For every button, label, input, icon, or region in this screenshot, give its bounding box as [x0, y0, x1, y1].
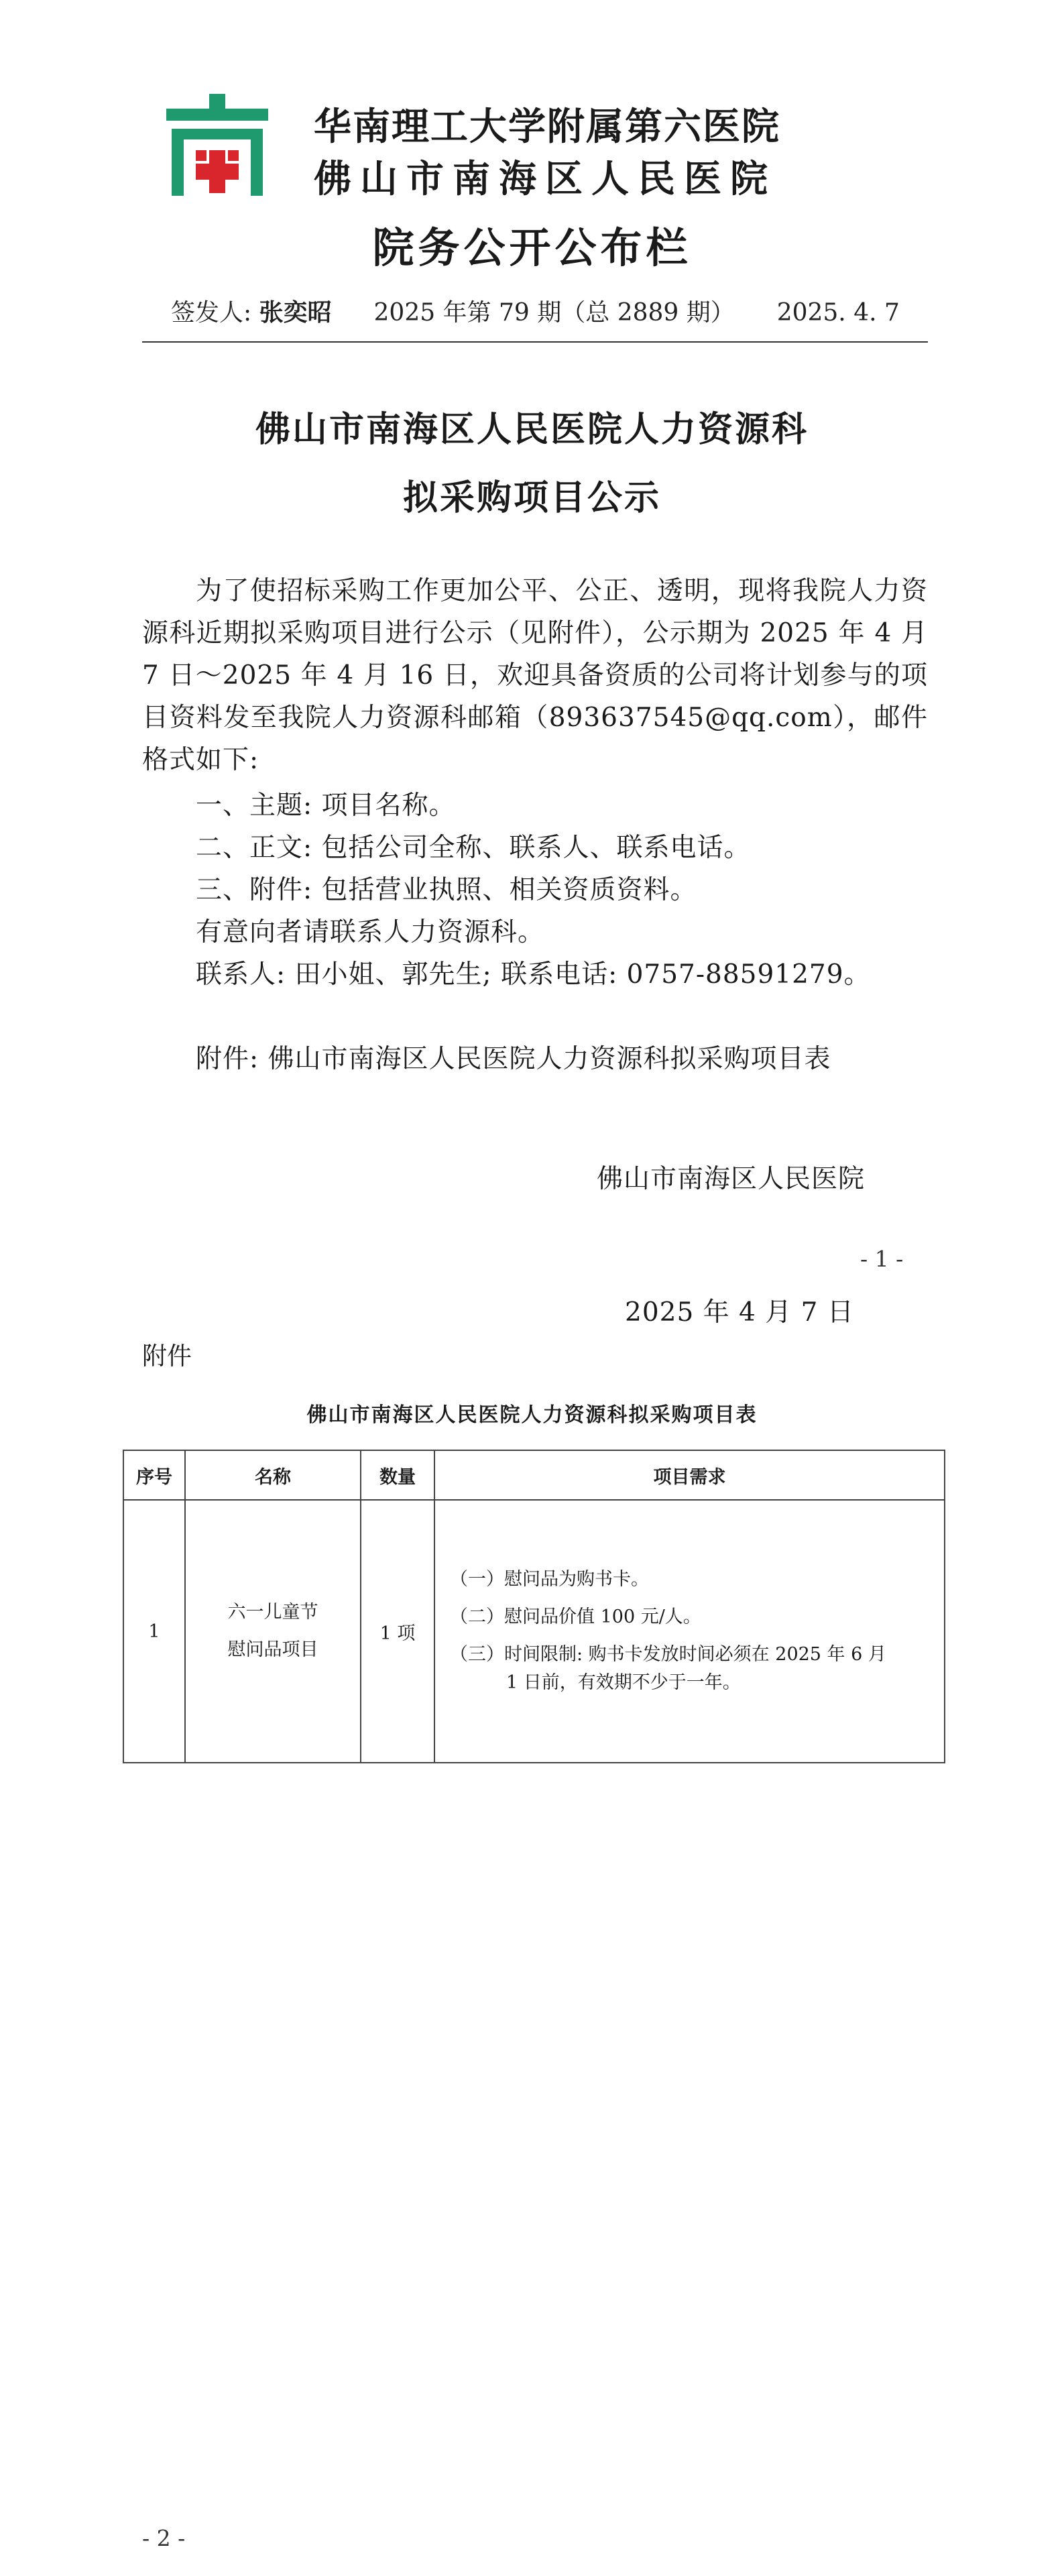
hospital-logo	[166, 94, 268, 196]
requirement-item-continuation: 1 日前，有效期不少于一年。	[506, 1672, 741, 1693]
header-name: 名称	[185, 1450, 361, 1500]
row-name	[185, 1500, 361, 1763]
row-requirements	[434, 1500, 945, 1763]
page-number-2: - 2 -	[142, 2525, 186, 2551]
page-number: - 1 -	[860, 1246, 904, 1272]
requirement-item: （二）慰问品价值 100 元/人。	[450, 1606, 701, 1627]
requirement-item: （三）时间限制: 购书卡发放时间必须在 2025 年 6 月	[450, 1644, 886, 1665]
document-date: 2025 年 4 月 7 日	[625, 1297, 854, 1328]
header-divider	[142, 341, 928, 343]
issue-number: 2025 年第 79 期（总 2889 期）	[373, 299, 735, 327]
document-title-line1: 佛山市南海区人民医院人力资源科	[255, 409, 809, 450]
row-quantity: 1 项	[361, 1500, 434, 1763]
signer-label: 签发人:	[171, 299, 252, 327]
issue-date: 2025. 4. 7	[776, 299, 900, 327]
attachment-reference: 附件: 佛山市南海区人民医院人力资源科拟采购项目表	[196, 1044, 831, 1074]
row-name-line2: 慰问品项目	[227, 1639, 318, 1660]
row-index: 1	[123, 1500, 185, 1763]
table-row	[123, 1500, 945, 1763]
attachment-label: 附件	[142, 1342, 192, 1370]
format-item-attachment: 三、附件: 包括营业执照、相关资质资料。	[196, 875, 697, 905]
contact-note: 有意向者请联系人力资源科。	[196, 917, 545, 947]
procurement-table	[123, 1450, 945, 1763]
issue-meta-line	[171, 294, 900, 328]
table-title: 佛山市南海区人民医院人力资源科拟采购项目表	[306, 1403, 758, 1427]
hospital-name-line2: 佛山市南海区人民医院	[314, 158, 776, 201]
document-title-line2: 拟采购项目公示	[402, 477, 661, 518]
table-header-row	[123, 1450, 945, 1500]
header-quantity: 数量	[361, 1450, 434, 1500]
format-item-subject: 一、主题: 项目名称。	[196, 791, 456, 821]
contact-info: 联系人: 田小姐、郭先生; 联系电话: 0757-88591279。	[196, 959, 871, 990]
hospital-name-line1: 华南理工大学附属第六医院	[314, 105, 780, 149]
requirement-item: （一）慰问品为购书卡。	[450, 1569, 649, 1590]
signer-name: 张奕昭	[259, 298, 332, 327]
row-name-line1: 六一儿童节	[227, 1602, 318, 1623]
header-requirements: 项目需求	[434, 1450, 945, 1500]
header-index: 序号	[123, 1450, 185, 1500]
intro-paragraph: 为了使招标采购工作更加公平、公正、透明，现将我院人力资源科近期拟采购项目进行公示（见附件），公示期为 2025 年 4 月 7 日～2025 年 4 月 16 日，欢迎具备资质的公司将计划参与的项目资料发至我院人力资源科邮箱（893637545@qq.com），邮件格式如下:	[142, 576, 928, 775]
bulletin-title: 院务公开公布栏	[372, 223, 692, 272]
format-item-body: 二、正文: 包括公司全称、联系人、联系电话。	[196, 833, 751, 863]
issuing-organization: 佛山市南海区人民医院	[597, 1164, 866, 1194]
